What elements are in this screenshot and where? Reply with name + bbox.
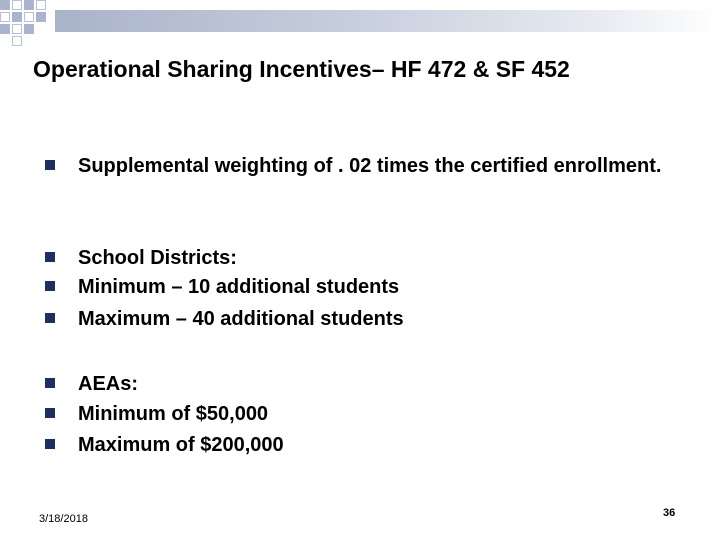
bullet-text: Minimum – 10 additional students [78, 276, 400, 298]
bullet-square-icon [45, 252, 55, 262]
bullet-text: School Districts: [78, 247, 237, 269]
footer-date: 3/18/2018 [39, 513, 88, 525]
bullet-text: Supplemental weighting of . 02 times the certified enrollment. [78, 155, 662, 177]
bullet-square-icon [45, 160, 55, 170]
bullet-text: Maximum of $200,000 [78, 434, 284, 456]
bullet-square-icon [45, 439, 55, 449]
bullet-square-icon [45, 378, 55, 388]
decorative-gradient-bar [55, 10, 720, 32]
bullet-square-icon [45, 313, 55, 323]
bullet-text: AEAs: [78, 373, 139, 395]
bullet-square-icon [45, 408, 55, 418]
slide-title: Operational Sharing Incentives– HF 472 & SF 452 [33, 56, 570, 82]
page-number: 36 [663, 507, 676, 519]
bullet-square-icon [45, 281, 55, 291]
bullet-text: Maximum – 40 additional students [78, 308, 404, 330]
bullet-text: Minimum of $50,000 [78, 403, 269, 425]
